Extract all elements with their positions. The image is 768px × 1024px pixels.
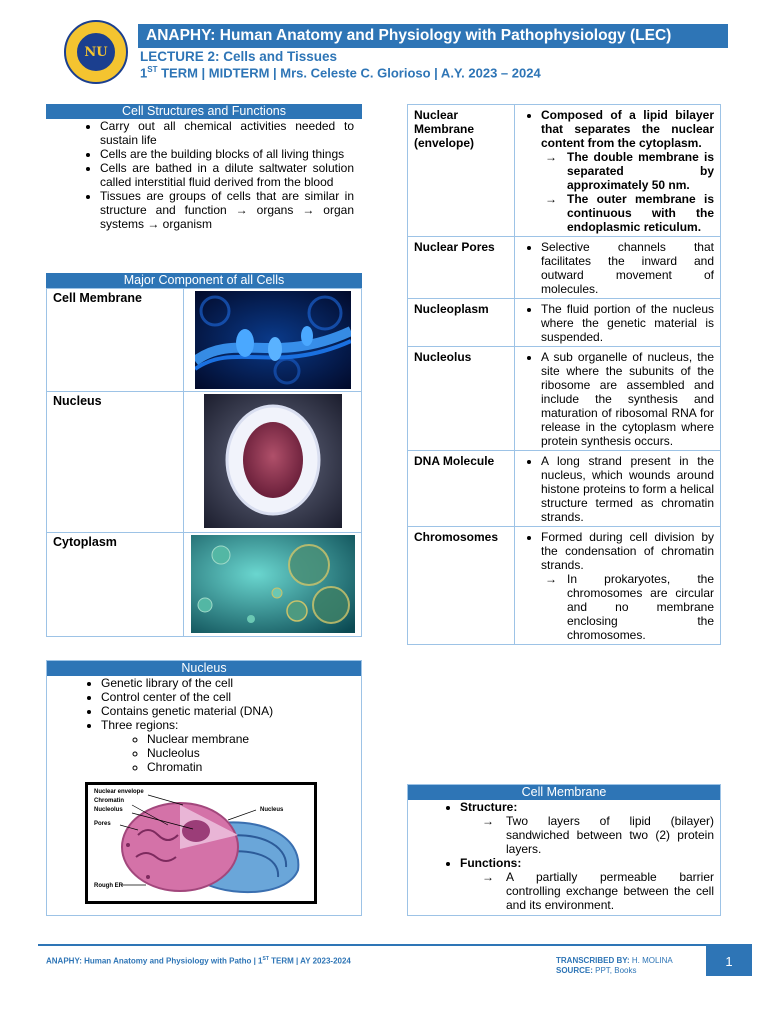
arrow-icon: → bbox=[482, 814, 494, 828]
functions-label: Functions: bbox=[460, 856, 522, 870]
component-image-cell bbox=[184, 289, 362, 392]
university-logo bbox=[64, 20, 128, 84]
list-item bbox=[460, 856, 714, 912]
list-item bbox=[460, 800, 714, 856]
components-table bbox=[46, 288, 362, 637]
term-line bbox=[140, 65, 541, 80]
list-item: ◦ Chromatin bbox=[147, 760, 361, 774]
nucleus-list bbox=[47, 676, 361, 732]
row-text: • A long strand present in the nucleus, which wounds around histone proteins to form a helical structure termed as chromatin strands. bbox=[541, 454, 714, 524]
lecture-title: LECTURE 2: Cells and Tissues bbox=[140, 49, 338, 64]
cell-structures-heading: Cell Structures and Functions bbox=[46, 104, 362, 119]
nucleus-parts-table-wrap bbox=[407, 104, 721, 645]
component-label: Cytoplasm bbox=[47, 533, 184, 637]
source-line bbox=[556, 966, 673, 976]
label-chromatin: Chromatin bbox=[94, 798, 124, 804]
sub-point-text: In prokaryotes, the chromosomes are circular and no membrane enclosing the chromosomes. bbox=[567, 572, 714, 642]
nucleus-heading: Nucleus bbox=[47, 661, 361, 676]
arrow-icon: → bbox=[545, 572, 557, 586]
footer-course-a: ANAPHY: Human Anatomy and Physiology with Patho | 1 bbox=[46, 956, 263, 966]
sub-point bbox=[460, 870, 714, 912]
functions-text: A partially permeable barrier controlling exchange between the cell and its environment. bbox=[506, 870, 714, 912]
sub-point bbox=[521, 572, 714, 642]
term-number: 1 bbox=[140, 65, 148, 81]
list-item: • Control center of the cell bbox=[101, 690, 361, 704]
label-nuclear-envelope: Nuclear envelope bbox=[94, 789, 144, 795]
row-label: Nucleolus bbox=[408, 347, 515, 451]
structure-label: Structure: bbox=[460, 800, 518, 814]
transcribed-line bbox=[556, 956, 673, 966]
arrow-icon: → bbox=[545, 192, 557, 206]
list-item: ◦ Nucleolus bbox=[147, 746, 361, 760]
major-components-heading: Major Component of all Cells bbox=[46, 273, 362, 288]
table-row bbox=[408, 237, 721, 299]
component-label: Nucleus bbox=[47, 392, 184, 533]
list-item: • Three regions: bbox=[101, 718, 361, 732]
arrow-icon: → bbox=[482, 870, 494, 884]
sub-point bbox=[460, 814, 714, 856]
row-content bbox=[515, 105, 721, 237]
transcribed-label: TRANSCRIBED BY: bbox=[556, 956, 630, 965]
row-label: DNA Molecule bbox=[408, 451, 515, 527]
cell-structures-list bbox=[46, 119, 362, 231]
nucleus-image bbox=[204, 394, 342, 528]
sub-point bbox=[521, 192, 714, 234]
list-item: • Tissues are groups of cells that are similar in structure and function → organs → organ systems → organism bbox=[100, 189, 354, 231]
row-content bbox=[515, 527, 721, 645]
row-text: • Selective channels that facilitates the inward and outward movement of molecules. bbox=[541, 240, 714, 296]
cytoplasm-image bbox=[191, 535, 355, 633]
cell-membrane-section bbox=[407, 784, 721, 916]
course-title: ANAPHY: Human Anatomy and Physiology with Pathophysiology (LEC) bbox=[138, 24, 728, 48]
cell-structures-section bbox=[46, 104, 362, 231]
label-rough-er: Rough ER bbox=[94, 883, 123, 889]
footer-divider bbox=[38, 944, 752, 946]
arrow-icon: → bbox=[545, 150, 557, 164]
cell-membrane-image bbox=[195, 291, 351, 389]
sub-point-text: The outer membrane is continuous with the endoplasmic reticulum. bbox=[567, 192, 714, 234]
nucleus-parts-table bbox=[407, 104, 721, 645]
label-pores: Pores bbox=[94, 821, 111, 827]
table-row bbox=[408, 527, 721, 645]
term-rest: TERM | MIDTERM | Mrs. Celeste C. Glorioso | A.Y. 2023 – 2024 bbox=[157, 65, 541, 81]
row-content bbox=[515, 451, 721, 527]
table-row bbox=[47, 289, 362, 392]
table-row bbox=[408, 347, 721, 451]
row-label: Nuclear Pores bbox=[408, 237, 515, 299]
row-text: • A sub organelle of nucleus, the site where the subunits of the ribosome are assembled and include the synthesis and maturation of ribosomal RNA for release in the cytoplasm where protein synthesis occurs. bbox=[541, 350, 714, 448]
logo-emblem: NU bbox=[75, 31, 117, 73]
footer-course-b: TERM | AY 2023-2024 bbox=[268, 956, 351, 966]
footer-course bbox=[46, 956, 351, 966]
nucleus-section bbox=[46, 660, 362, 916]
list-item: • Cells are the building blocks of all living things bbox=[100, 147, 354, 161]
label-nucleolus: Nucleolus bbox=[94, 807, 123, 813]
row-content bbox=[515, 299, 721, 347]
list-item: • Carry out all chemical activities needed to sustain life bbox=[100, 119, 354, 147]
page-number: 1 bbox=[706, 946, 752, 976]
sub-point-text: The double membrane is separated by approximately 50 nm. bbox=[567, 150, 714, 192]
structure-text: Two layers of lipid (bilayer) sandwiched between two (2) protein layers. bbox=[506, 814, 714, 856]
component-image-cell bbox=[184, 533, 362, 637]
sub-point bbox=[521, 150, 714, 192]
list-item: • Genetic library of the cell bbox=[101, 676, 361, 690]
source-label: SOURCE: bbox=[556, 966, 593, 975]
cell-membrane-list bbox=[408, 800, 720, 912]
row-content bbox=[515, 347, 721, 451]
term-sup: ST bbox=[147, 65, 158, 74]
component-label: Cell Membrane bbox=[47, 289, 184, 392]
table-row bbox=[408, 299, 721, 347]
major-components-section bbox=[46, 273, 362, 637]
row-label: Nucleoplasm bbox=[408, 299, 515, 347]
list-item: • Cells are bathed in a dilute saltwater solution called interstitial fluid derived from the blood bbox=[100, 161, 354, 189]
component-image-cell bbox=[184, 392, 362, 533]
regions-list bbox=[47, 732, 361, 774]
list-item: ◦ Nuclear membrane bbox=[147, 732, 361, 746]
table-row bbox=[47, 533, 362, 637]
nucleus-diagram bbox=[85, 782, 317, 904]
row-text: • The fluid portion of the nucleus where the genetic material is suspended. bbox=[541, 302, 714, 344]
row-text: • Formed during cell division by the condensation of chromatin strands. bbox=[541, 530, 714, 572]
list-item: • Contains genetic material (DNA) bbox=[101, 704, 361, 718]
cell-membrane-heading: Cell Membrane bbox=[408, 785, 720, 800]
table-row bbox=[47, 392, 362, 533]
transcribed-value: H. MOLINA bbox=[629, 956, 673, 965]
label-nucleus: Nucleus bbox=[260, 807, 284, 813]
row-label: Nuclear Membrane (envelope) bbox=[408, 105, 515, 237]
footer-credits bbox=[556, 956, 673, 976]
table-row bbox=[408, 105, 721, 237]
row-label: Chromosomes bbox=[408, 527, 515, 645]
row-content bbox=[515, 237, 721, 299]
row-text: • Composed of a lipid bilayer that separates the nuclear content from the cytoplasm. bbox=[541, 108, 714, 150]
footer-sup: ST bbox=[262, 956, 269, 962]
source-value: PPT, Books bbox=[592, 966, 637, 975]
table-row bbox=[408, 451, 721, 527]
